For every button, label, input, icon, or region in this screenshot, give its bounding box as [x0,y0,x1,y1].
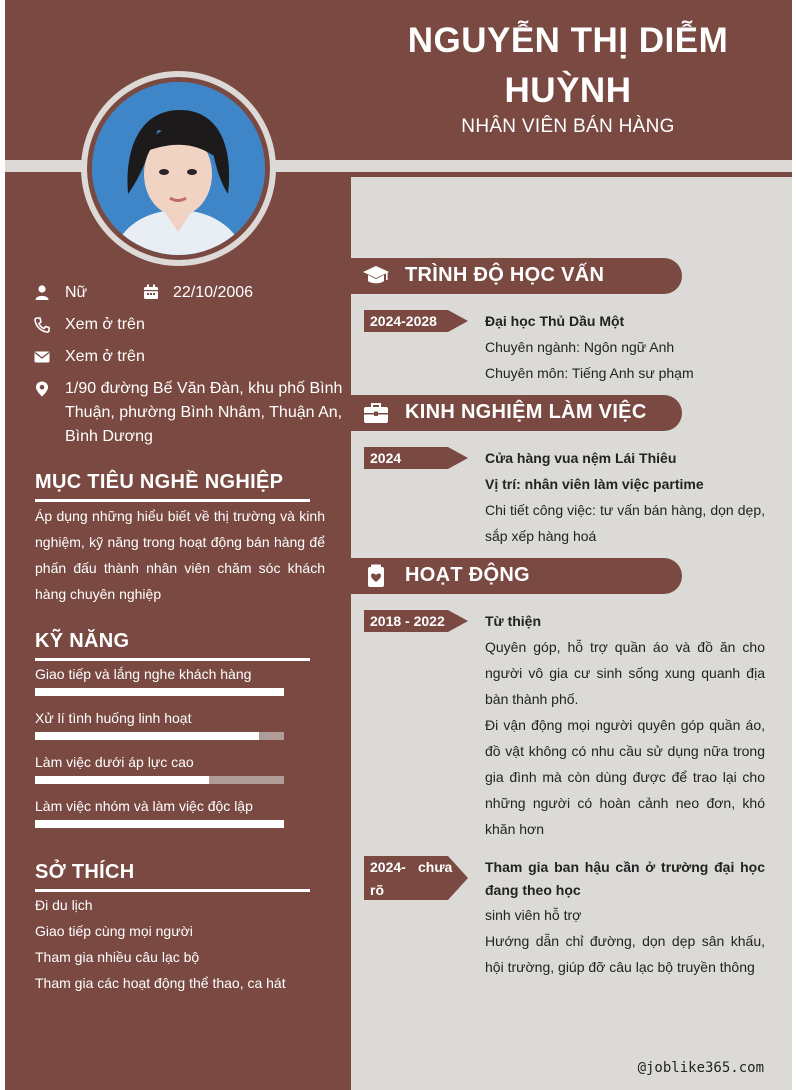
experience-period-tag: 2024 [364,447,468,469]
candidate-name: NGUYỄN THỊ DIỄM HUỲNH [407,21,729,110]
activity-period-tag: 2018 - 2022 [364,610,468,632]
hobby-item: Giao tiếp cùng mọi người [35,923,193,939]
skill-bar [35,688,284,696]
activities-heading: HOẠT ĐỘNG [405,564,530,586]
phone-icon [34,317,50,333]
birthdate-value: 22/10/2006 [173,284,254,301]
email-value: Xem ở trên [65,348,145,365]
activity-entry: Từ thiện Quyên góp, hỗ trợ quần áo và đồ ăn cho người vô gia cư sinh sống xung quanh địa bàn thành phố. Đi vận động mọi người quyên góp quần áo, đồ vật không có nhu cầu sử dụng nữa trong gia đình mà còn dùng được để trao lại cho những người có hoàn cảnh neo đơn, khó khăn hơn [485,613,765,837]
profile-photo-icon [92,82,265,255]
skill-bar [35,820,284,828]
skills-rule [35,658,310,661]
skill-bar-fill [35,688,284,696]
hobby-item: Tham gia các hoạt động thể thao, ca hát [35,975,286,991]
skill-bar-fill [35,820,284,828]
address-value: 1/90 đường Bế Văn Đàn, khu phố Bình Thuận, phường Bình Nhâm, Thuận An, Bình Dương [65,380,343,445]
hobbies-heading: SỞ THÍCH [35,861,135,883]
gender-value: Nữ [65,284,88,301]
education-entry: Đại học Thủ Dầu Một Chuyên ngành: Ngôn ngữ Anh Chuyên môn: Tiếng Anh sư phạm [485,313,694,381]
job-title: NHÂN VIÊN BÁN HÀNG [461,116,675,137]
skill-bar [35,732,284,740]
location-pin-icon [34,381,50,397]
skill-bar-fill [35,776,209,784]
experience-heading: KINH NGHIỆM LÀM VIỆC [405,401,647,423]
experience-header [351,395,682,431]
hobby-item: Tham gia nhiều câu lạc bộ [35,949,200,965]
education-period-tag: 2024-2028 [364,310,468,332]
hobby-item: Đi du lịch [35,897,93,913]
skills-heading: KỸ NĂNG [35,630,130,652]
skill-label: Xử lí tình huống linh hoạt [35,710,192,726]
email-icon [34,349,50,365]
skill-bar [35,776,284,784]
heart-badge-icon [363,564,389,588]
objective-rule [35,499,310,502]
skill-bar-fill [35,732,259,740]
objective-text: Áp dụng những hiểu biết về thị trường và kinh nghiệm, kỹ năng trong hoạt động bán hàng để phấn đấu thành nhân viên chăm sóc khách hàng chuyên nghiệp [35,508,325,602]
phone-value: Xem ở trên [65,316,145,333]
avatar [92,82,265,255]
watermark: @joblike365.com [637,1060,764,1076]
activity-entry-details: sinh viên hỗ trợ Hướng dẫn chỉ đường, dọn dẹp sân khấu, hội trường, giúp đỡ câu lạc bộ truyền thông [485,907,765,975]
person-icon [34,284,50,300]
skill-label: Làm việc nhóm và làm việc độc lập [35,798,253,814]
briefcase-icon [363,401,389,425]
graduation-cap-icon [363,264,389,288]
experience-entry: Cửa hàng vua nệm Lái Thiêu Vị trí: nhân viên làm việc partime Chi tiết công việc: tư vấn bán hàng, dọn dẹp, sắp xếp hàng hoá [485,450,765,544]
activity-period-tag: 2024- chưa rõ [364,856,468,900]
objective-heading: MỤC TIÊU NGHỀ NGHIỆP [35,471,284,493]
education-header [351,258,682,294]
activity-entry: Tham gia ban hậu cần ở trường đại học đang theo học [485,859,765,898]
skill-label: Giao tiếp và lắng nghe khách hàng [35,666,252,682]
skill-label: Làm việc dưới áp lực cao [35,754,194,770]
hobbies-rule [35,889,310,892]
activities-header [351,558,682,594]
calendar-icon [143,284,159,300]
education-heading: TRÌNH ĐỘ HỌC VẤN [405,264,605,286]
